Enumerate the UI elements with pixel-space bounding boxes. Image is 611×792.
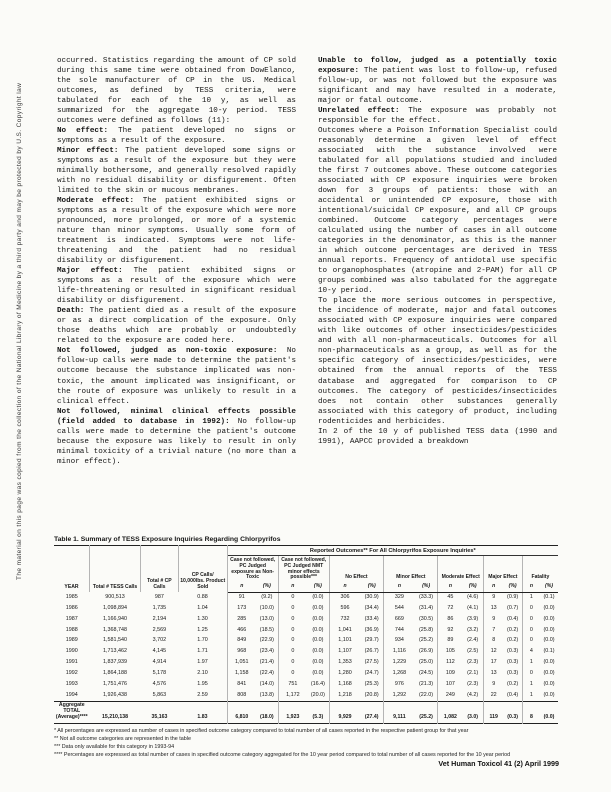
table-cell: 1.71 (197, 648, 208, 655)
table-cell: 6,810 (227, 701, 256, 723)
table-row (54, 636, 558, 647)
table-cell: 0 (278, 614, 307, 625)
library-copyright-note: The material on this page was copied from the collection of the National Library of Medicine by a third party and may be protected by U.S. Copyright law (16, 82, 23, 580)
table-cell: 1.25 (197, 626, 208, 633)
table-cell: 1,353 (329, 658, 360, 669)
table-cell: 0 (522, 625, 540, 636)
table-cell: 285 (227, 614, 256, 625)
table-cell: (30.9) (364, 594, 379, 601)
table-cell: (31.4) (419, 604, 434, 611)
table-cell: 0 (278, 625, 307, 636)
table-cell: 1,168 (329, 679, 360, 690)
table-cell: 1986 (65, 604, 78, 611)
table-footnote: * All percentages are expressed as number of cases in specified outcome category compared to total number of all cases reported in the respective patient group for that year (54, 727, 469, 734)
table-cell: 0 (522, 636, 540, 647)
right-column (318, 56, 557, 467)
column-header: Total # TESS Calls (90, 546, 141, 593)
table-cell: 0 (278, 603, 307, 614)
table-cell: 1,101 (329, 636, 360, 647)
table-cell: 1.70 (197, 637, 208, 644)
table-cell: (0.0) (543, 680, 555, 687)
table-cell: (0.0) (312, 615, 324, 622)
table-cell: (0.7) (507, 604, 519, 611)
outcome-group-header: Case not followed, PC Judged NMT minor effects possible*** (278, 556, 329, 583)
table-cell: (0.3) (503, 701, 522, 723)
table-cell: 0 (278, 592, 307, 603)
table-cell: 1988 (65, 626, 78, 633)
table-cell: 3,702 (152, 637, 167, 644)
table-cell: 1,735 (152, 604, 167, 611)
table-cell: 1992 (65, 669, 78, 676)
table-row (54, 625, 558, 636)
table-cell: 173 (227, 603, 256, 614)
paragraph: Death: The patient died as a result of the exposure or as a direct complication of the exposure. Only those deaths which are probably or undoubtedly related to the exposure are coded here. (57, 307, 296, 346)
table-cell: 900,513 (105, 594, 125, 601)
table-cell: 1,837,939 (103, 659, 128, 666)
table-cell: 732 (329, 614, 360, 625)
table-cell: 2,569 (152, 626, 167, 633)
table-cell: 1,116 (384, 647, 415, 658)
table-cell: 0.88 (197, 594, 208, 601)
table-cell: 1.30 (197, 615, 208, 622)
table-cell: 1 (522, 592, 540, 603)
table-cell: 9 (483, 679, 503, 690)
table-cell: (0.0) (543, 637, 555, 644)
table-cell: 841 (227, 679, 256, 690)
table-cell: (13.8) (259, 691, 274, 698)
table-cell: 13 (483, 603, 503, 614)
percent-subheader: (%) (360, 583, 383, 592)
paragraph: To place the more serious outcomes in perspective, the incidence of moderate, major and fatal outcomes associated with CP exposure inquiries were compared with like outcomes of other insecticides/pesticides and with all non-pharmaceuticals. Outcomes for all non-pharmaceuticals as a group, as well as for the specific category of insecticides/pesticides, were obtained from the annual reports of the TESS database and aggregated for comparison to CP outcomes. The category of pesticides/insecticides does not contain other substances generally associated with this category of product, including rodenticides and herbicides. (318, 297, 557, 426)
table-cell: (33.4) (364, 615, 379, 622)
table-cell: (14.0) (259, 680, 274, 687)
table-cell: 1991 (65, 659, 78, 666)
paragraph: Not followed, minimal clinical effects possible (field added to database in 1992): No follow-up calls were made to determine the patient's outcome because the exposure was likely to result in only minimal toxicity of a trivial nature (no more than a minor effect). (57, 407, 296, 466)
table-footnotes (54, 727, 558, 759)
table-cell: (2.3) (467, 680, 479, 687)
table-cell: (27.4) (360, 701, 383, 723)
table-cell: (0.0) (312, 659, 324, 666)
table-cell: (21.4) (259, 659, 274, 666)
table-cell: (4.1) (467, 604, 479, 611)
table-cell: 1,158 (227, 668, 256, 679)
column-header: CP Calls/ 10,000lbs. Product Sold (178, 546, 227, 593)
table-cell: 1,292 (384, 690, 415, 701)
table-cell: (0.4) (507, 691, 519, 698)
table-cell: (33.3) (419, 594, 434, 601)
table-cell: 1,082 (438, 701, 462, 723)
table-cell: (27.5) (364, 659, 379, 666)
body-text-columns (57, 56, 557, 467)
table-cell: 669 (384, 614, 415, 625)
table-cell: (24.7) (364, 669, 379, 676)
table-cell: 5,178 (152, 669, 167, 676)
table-cell: 976 (384, 679, 415, 690)
percent-subheader: (%) (307, 583, 329, 592)
table-cell: (0.9) (507, 594, 519, 601)
table-cell: 109 (438, 668, 462, 679)
table-row (54, 658, 558, 669)
table-cell: (0.0) (543, 615, 555, 622)
outcome-group-header: Minor Effect (384, 556, 438, 583)
table-cell: (2.3) (467, 659, 479, 666)
table-row (54, 668, 558, 679)
table-cell: (23.4) (259, 648, 274, 655)
table-cell: 1987 (65, 615, 78, 622)
table-cell: (10.0) (259, 604, 274, 611)
table-cell: 1,166,940 (103, 615, 128, 622)
left-column (57, 56, 296, 467)
table-cell: 9,111 (384, 701, 415, 723)
table-row (54, 614, 558, 625)
table-cell: 1,280 (329, 668, 360, 679)
results-table-body (54, 592, 558, 723)
n-subheader: n (483, 583, 503, 592)
table-cell: 2.10 (197, 669, 208, 676)
table-cell: (3.0) (462, 701, 483, 723)
table-cell: 91 (227, 592, 256, 603)
table-cell: 596 (329, 603, 360, 614)
table-cell: (0.4) (507, 615, 519, 622)
table-cell: 1,923 (278, 701, 307, 723)
table-cell: (4.2) (467, 691, 479, 698)
table-cell: 1,581,540 (103, 637, 128, 644)
table-cell: 329 (384, 592, 415, 603)
table-cell: (5.3) (307, 701, 329, 723)
journal-footer: Vet Human Toxicol 41 (2) April 1999 (438, 759, 559, 768)
n-subheader: n (227, 583, 256, 592)
table-cell: (25.2) (419, 637, 434, 644)
table-cell: 4,914 (152, 659, 167, 666)
table-cell: (0.0) (540, 701, 558, 723)
paragraph: Minor effect: The patient developed some signs or symptoms as a result of the exposure but they were minimally bothersome, and generally resolved rapidly with no residual disability or disfigurement. Often limited to the skin or mucous membranes. (57, 147, 296, 196)
table-cell: 987 (154, 594, 164, 601)
paragraph: No effect: The patient developed no signs or symptoms as a result of the exposure. (57, 127, 296, 146)
table-cell: (0.0) (312, 669, 324, 676)
table-cell: (25.0) (419, 659, 434, 666)
table-cell: 2,194 (152, 615, 167, 622)
table-cell: 112 (438, 658, 462, 669)
aggregate-total-row (54, 701, 558, 723)
table-cell: 9 (483, 614, 503, 625)
paragraph-lead: Moderate effect: (57, 197, 143, 206)
table-cell: (2.5) (467, 648, 479, 655)
table-cell: (0.1) (543, 648, 555, 655)
table-cell: 1990 (65, 648, 78, 655)
paragraph-lead: Minor effect: (57, 147, 126, 156)
table-cell: 1,268 (384, 668, 415, 679)
table-cell: 1.83 (178, 701, 227, 723)
table-cell: 1,864,188 (103, 669, 128, 676)
table-cell: (0.2) (507, 680, 519, 687)
table-cell: 1.95 (197, 680, 208, 687)
table-cell: 15,210,138 (90, 701, 141, 723)
paragraph: Unrelated effect: The exposure was probably not responsible for the effect. (318, 107, 557, 126)
table-cell: 1,926,438 (103, 691, 128, 698)
table-cell: 249 (438, 690, 462, 701)
table-footnote: *** Data only available for this category in 1993-94 (54, 744, 175, 751)
table-cell: 105 (438, 647, 462, 658)
table-row (54, 603, 558, 614)
table-cell: (0.2) (507, 637, 519, 644)
table-cell: (26.7) (364, 648, 379, 655)
paragraph-lead: Not followed, judged as non-toxic exposure: (57, 347, 287, 356)
table-cell: 0 (278, 668, 307, 679)
table-cell: 466 (227, 625, 256, 636)
table-cell: (18.0) (256, 701, 278, 723)
outcome-group-header: Major Effect (483, 556, 522, 583)
n-subheader: n (384, 583, 415, 592)
table-cell: Aggregate TOTAL (Average)**** (54, 701, 90, 723)
table-cell: (0.0) (543, 659, 555, 666)
table-cell: (22.0) (419, 691, 434, 698)
table-cell: (0.0) (543, 626, 555, 633)
paragraph: occurred. Statistics regarding the amount of CP sold during this same time were obtained from DowElanco, the sole manufacturer of CP in the US. Medical outcomes, as defined by TESS criteria, were tabulated for each of the 10 y, as well as summarized for the aggregate 10-y period. TESS outcomes were defined as follows (11): (57, 57, 296, 126)
paragraph: Unable to follow, judged as a potentially toxic exposure: The patient was lost to follow-up, refused follow-up, or was not followed but the exposure was significant and may have resulted in a moderate, major or fatal outcome. (318, 57, 557, 106)
tess-outcomes-table (54, 545, 558, 724)
percent-subheader: (%) (540, 583, 558, 592)
table-cell: 9 (483, 592, 503, 603)
table-cell: 4,145 (152, 648, 167, 655)
table-cell: 8 (522, 701, 540, 723)
column-header: YEAR (54, 546, 90, 593)
table-cell: 1989 (65, 637, 78, 644)
outcome-group-header: Moderate Effect (438, 556, 483, 583)
paragraph: Outcomes where a Poison Information Specialist could reasonably determine a given level of effect associated with the substance involved were tabulated for all populations studied and included the first 7 outcomes above. These outcome categories associated with CP exposure inquiries were broken down for 3 groups of patients: those with an accidental or unintended CP exposure, those with intentional/suicidal CP exposure, and all CP groups combined. Outcome category percentages were calculated using the number of cases in all outcome categories in the denominator, as this is the manner in which outcome percentages are derived in TESS annual reports. Frequency of antidotal use specific to organophosphates (atropine and 2-PAM) for all CP groups combined was also tabulated for the aggregate 10-y period. (318, 127, 557, 296)
column-header: Total # CP Calls (141, 546, 179, 593)
table-cell: (0.0) (543, 691, 555, 698)
table-cell: (36.9) (364, 626, 379, 633)
table-cell: 0 (278, 636, 307, 647)
table-cell: 0 (522, 668, 540, 679)
results-table-head (54, 546, 558, 593)
table-cell: (26.9) (419, 648, 434, 655)
table-row (54, 592, 558, 603)
paragraph: Moderate effect: The patient exhibited signs or symptoms as a result of the exposure which were more pronounced, more prolonged, or more of a systemic nature than minor symptoms. Usually some form of treatment is indicated. Symptoms were not life-threatening and the patient had no residual disability or disfigurement. (57, 197, 296, 266)
table-1-section (54, 536, 558, 759)
percent-subheader: (%) (415, 583, 438, 592)
table-cell: (30.5) (419, 615, 434, 622)
table-cell: 5,863 (152, 691, 167, 698)
table-footnote: ** Not all outcome categories are represented in the table (54, 735, 191, 742)
table-cell: 544 (384, 603, 415, 614)
table-cell: 0 (278, 658, 307, 669)
table-cell: (9.2) (261, 594, 273, 601)
paragraph-lead: Not followed, minimal clinical effects possible (field added to database in 1992): (57, 407, 296, 426)
table-cell: (4.6) (467, 594, 479, 601)
table-cell: (20.0) (310, 691, 325, 698)
table-cell: (24.5) (419, 669, 434, 676)
table-cell: (0.0) (312, 594, 324, 601)
table-cell: (25.2) (415, 701, 438, 723)
table-cell: (0.3) (507, 659, 519, 666)
table-cell: (0.3) (507, 648, 519, 655)
table-cell: 0 (522, 603, 540, 614)
paragraph-lead: Death: (57, 307, 90, 316)
table-cell: 306 (329, 592, 360, 603)
table-cell: (29.7) (364, 637, 379, 644)
table-cell: 4,576 (152, 680, 167, 687)
table-row (54, 679, 558, 690)
table-cell: 808 (227, 690, 256, 701)
table-cell: (3.9) (467, 615, 479, 622)
table-cell: (25.8) (419, 626, 434, 633)
table-cell: 107 (438, 679, 462, 690)
table-cell: 1,041 (329, 625, 360, 636)
n-subheader: n (438, 583, 462, 592)
percent-subheader: (%) (462, 583, 483, 592)
table-cell: 1,098,894 (103, 604, 128, 611)
n-subheader: n (329, 583, 360, 592)
table-cell: (0.0) (543, 604, 555, 611)
table-cell: 22 (483, 690, 503, 701)
table-cell: (22.4) (259, 669, 274, 676)
table-cell: (25.3) (364, 680, 379, 687)
table-cell: 2.59 (197, 691, 208, 698)
n-subheader: n (522, 583, 540, 592)
table-cell: 968 (227, 647, 256, 658)
percent-subheader: (%) (503, 583, 522, 592)
paragraph: In 2 of the 10 y of published TESS data (1990 and 1991), AAPCC provided a breakdown (318, 427, 557, 446)
table-cell: 1,713,462 (103, 648, 128, 655)
table-cell: 89 (438, 636, 462, 647)
table-cell: 849 (227, 636, 256, 647)
table-cell: 1,751,476 (103, 680, 128, 687)
paragraph-lead: Unrelated effect: (318, 107, 409, 116)
table-cell: 1,368,748 (103, 626, 128, 633)
table-row (54, 647, 558, 658)
table-cell: (0.3) (507, 669, 519, 676)
table-cell: 934 (384, 636, 415, 647)
table-row (54, 690, 558, 701)
percent-subheader: (%) (256, 583, 278, 592)
table-cell: 12 (483, 647, 503, 658)
table-cell: 8 (483, 636, 503, 647)
table-cell: 7 (483, 625, 503, 636)
table-cell: 1,218 (329, 690, 360, 701)
table-cell: (18.5) (259, 626, 274, 633)
table-cell: 1 (522, 679, 540, 690)
table-cell: (2.4) (467, 637, 479, 644)
table-cell: 751 (278, 679, 307, 690)
paragraph-lead: Major effect: (57, 267, 134, 276)
table-cell: 86 (438, 614, 462, 625)
table-cell: (0.0) (312, 648, 324, 655)
table-cell: (20.8) (364, 691, 379, 698)
table-cell: 1,107 (329, 647, 360, 658)
table-cell: (21.3) (419, 680, 434, 687)
paragraph-lead: No effect: (57, 127, 119, 136)
table-cell: 1.04 (197, 604, 208, 611)
table-cell: (2.1) (467, 669, 479, 676)
paragraph: Major effect: The patient exhibited signs or symptoms as a result of the exposure which were life-threatening or resulted in significant residual disability or disfigurement. (57, 267, 296, 306)
outcome-group-header: Case not followed, PC Judged exposure as Non-Toxic (227, 556, 278, 583)
table-cell: 744 (384, 625, 415, 636)
outcome-group-header: Fatality (522, 556, 558, 583)
outcomes-span-header: Reported Outcomes** For All Chlorpyrifos Exposure Inquiries* (227, 546, 558, 556)
table-cell: (0.0) (312, 604, 324, 611)
paragraph-lead: Unable to follow, judged as a potentially toxic exposure: (318, 57, 557, 76)
paragraph: Not followed, judged as non-toxic exposure: No follow-up calls were made to determine the patient's outcome because the substance implicated was non-toxic, the amount implicated was insignificant, or the route of exposure was unlikely to result in a clinical effect. (57, 347, 296, 406)
table-cell: (0.1) (543, 594, 555, 601)
table-cell: 17 (483, 658, 503, 669)
outcome-group-header: No Effect (329, 556, 383, 583)
table-cell: 1,172 (278, 690, 307, 701)
table-cell: 0 (278, 647, 307, 658)
table-cell: 35,163 (141, 701, 179, 723)
table-cell: 13 (483, 668, 503, 679)
table-cell: (0.0) (543, 669, 555, 676)
table-cell: 1,051 (227, 658, 256, 669)
table-cell: 1993 (65, 680, 78, 687)
table-cell: 92 (438, 625, 462, 636)
table-cell: 1985 (65, 594, 78, 601)
table-cell: (22.9) (259, 637, 274, 644)
table-cell: 1 (522, 658, 540, 669)
table-cell: 9,929 (329, 701, 360, 723)
table-header-row-1 (54, 546, 558, 556)
table-cell: 119 (483, 701, 503, 723)
table-cell: (0.0) (312, 626, 324, 633)
table-cell: (34.4) (364, 604, 379, 611)
table-cell: (0.0) (312, 637, 324, 644)
table-cell: 1994 (65, 691, 78, 698)
table-cell: 72 (438, 603, 462, 614)
table-cell: (16.4) (310, 680, 325, 687)
n-subheader: n (278, 583, 307, 592)
table-cell: 4 (522, 647, 540, 658)
table-cell: (3.2) (467, 626, 479, 633)
table-cell: 1,229 (384, 658, 415, 669)
table-title: Table 1. Summary of TESS Exposure Inquiries Regarding Chlorpyrifos (54, 536, 281, 543)
table-cell: (0.2) (507, 626, 519, 633)
table-cell: (13.0) (259, 615, 274, 622)
table-cell: 1.97 (197, 659, 208, 666)
table-cell: 45 (438, 592, 462, 603)
table-cell: 0 (522, 614, 540, 625)
table-footnote: **** Percentages are expressed as total number of cases in specified outcome category aggregated for the 10 year period compared to total number of all cases reported for the 10 year period (54, 752, 511, 759)
table-cell: 1 (522, 690, 540, 701)
